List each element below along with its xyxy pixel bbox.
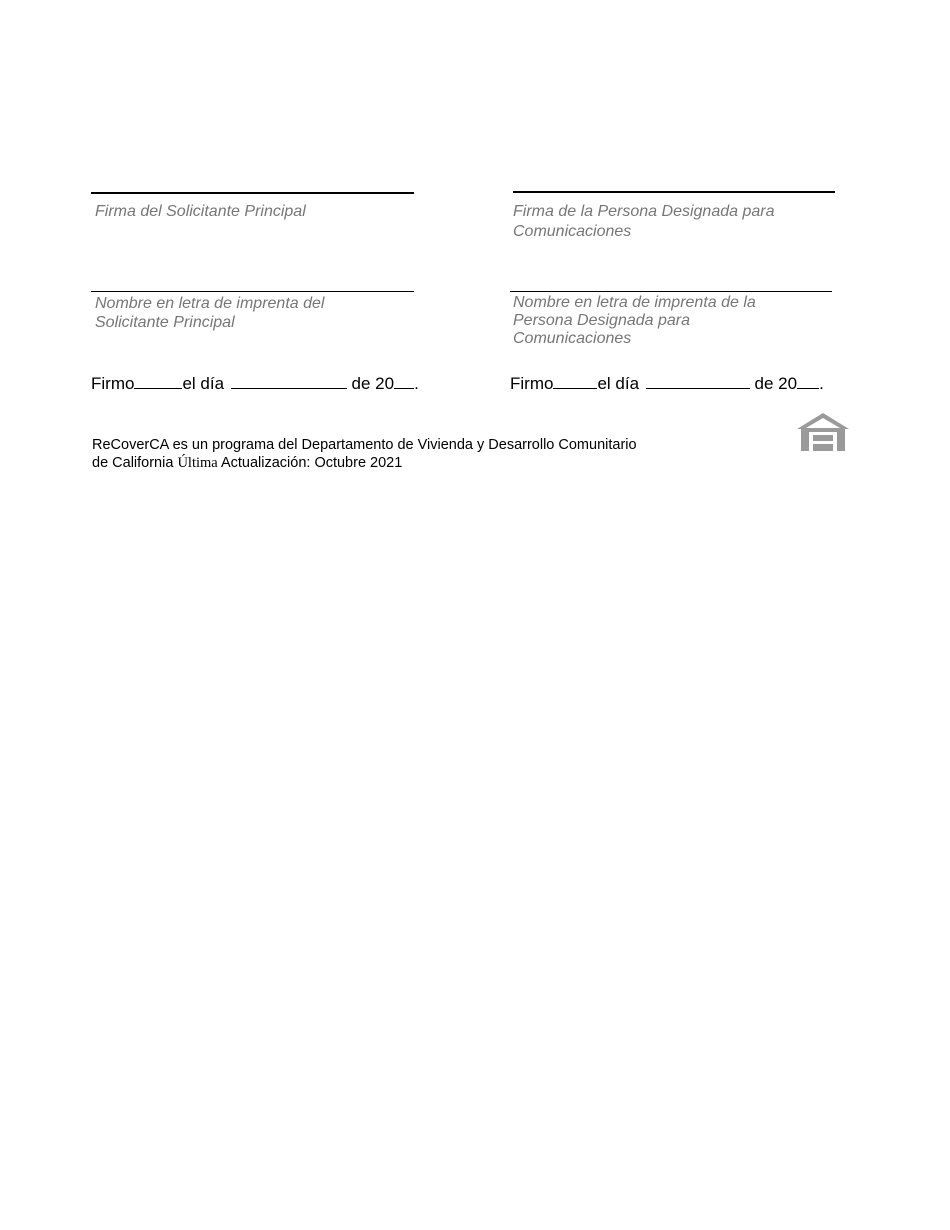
caption-line: Firma de la Persona Designada para: [513, 203, 775, 220]
period: .: [414, 374, 419, 393]
designee-date-row: [510, 374, 824, 394]
footer-line-2: [92, 454, 637, 472]
month-blank[interactable]: [231, 374, 347, 389]
year-label: de 20: [351, 374, 395, 393]
applicant-name-caption: [95, 294, 415, 332]
applicant-name-line[interactable]: [91, 291, 414, 292]
period: .: [819, 374, 824, 393]
equal-housing-icon: [796, 412, 850, 452]
designee-signature-caption: [513, 202, 843, 242]
signed-label: Firmo: [510, 374, 554, 393]
designee-name-caption: [513, 294, 843, 348]
day-number-blank[interactable]: [553, 374, 597, 389]
caption-line: Comunicaciones: [513, 330, 632, 347]
footer-text: [92, 436, 637, 472]
day-label: el día: [182, 374, 225, 393]
caption-line: Persona Designada para: [513, 312, 691, 329]
applicant-signature-line[interactable]: [91, 192, 414, 194]
applicant-signature-caption: [95, 202, 415, 221]
caption-line: Nombre en letra de imprenta de la: [513, 294, 756, 311]
caption-line: Nombre en letra de imprenta del: [95, 295, 325, 312]
year-blank[interactable]: [797, 374, 819, 389]
caption-line: Firma del Solicitante Principal: [95, 203, 306, 220]
footer-line-2-prefix: de California: [92, 455, 178, 471]
designee-name-line[interactable]: [510, 291, 832, 292]
year-label: de 20: [754, 374, 798, 393]
caption-line: Comunicaciones: [513, 223, 632, 240]
day-label: el día: [597, 374, 640, 393]
footer-line-1: ReCoverCA es un programa del Departamento de Vivienda y Desarrollo Comunitario: [92, 437, 637, 453]
footer-line-2-suffix: Actualización: Octubre 2021: [217, 455, 403, 471]
year-blank[interactable]: [394, 374, 414, 389]
caption-line: Solicitante Principal: [95, 314, 235, 331]
month-blank[interactable]: [646, 374, 750, 389]
footer-line-2-serif: Última: [177, 455, 218, 471]
signed-label: Firmo: [91, 374, 135, 393]
applicant-date-row: [91, 374, 419, 394]
day-number-blank[interactable]: [134, 374, 182, 389]
designee-signature-line[interactable]: [513, 191, 835, 193]
